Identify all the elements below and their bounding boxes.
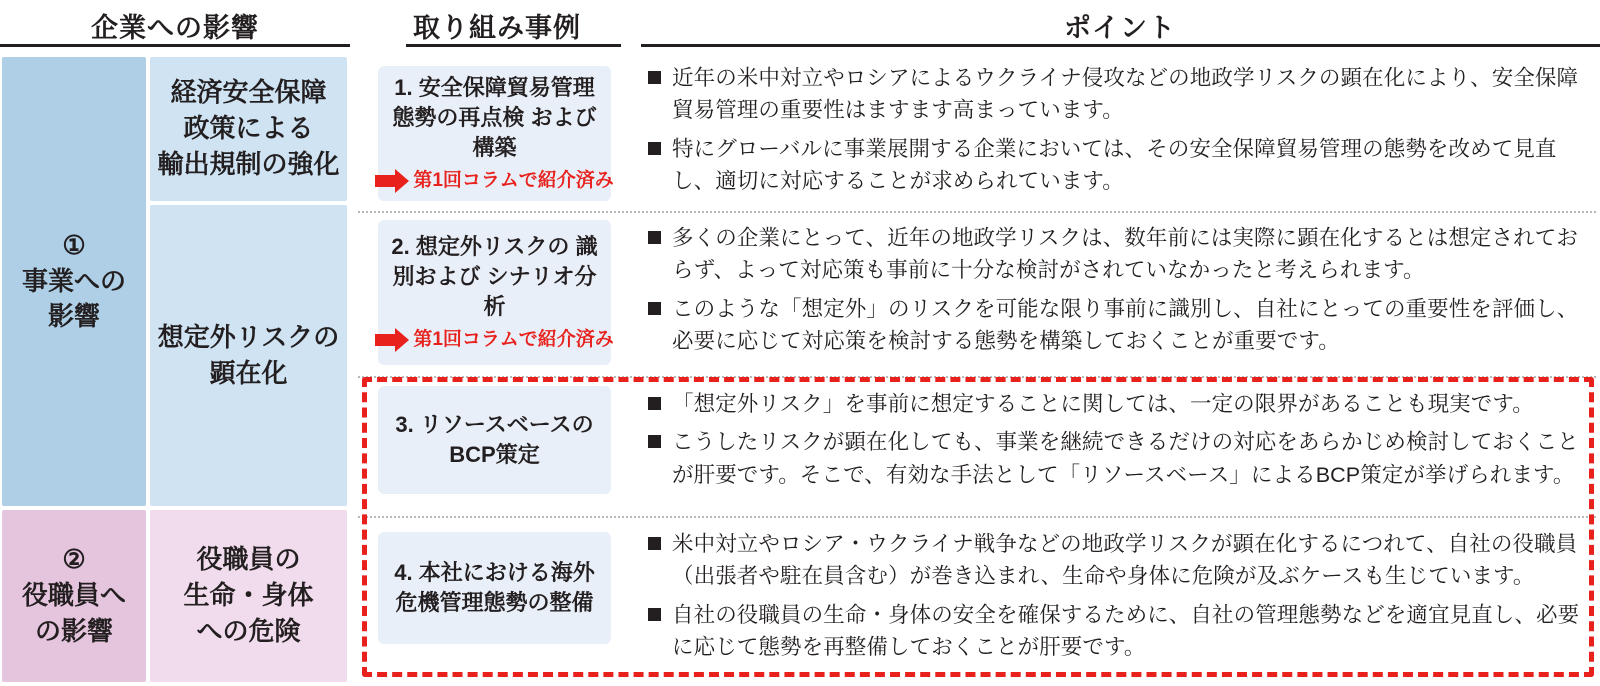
case-box-2 (378, 220, 614, 365)
case-1-line3: および構築 (472, 104, 597, 160)
header-point: ポイント (1064, 13, 1176, 43)
bullet-item (648, 426, 1596, 491)
bullet-item (648, 293, 1596, 358)
header-rule-impact (0, 44, 350, 47)
square-bullet-icon (648, 435, 661, 448)
bullet-text: 多くの企業にとって、近年の地政学リスクは、数年前には実際に顕在化するとは想定されておらず、よって対応策も事前に十分な検討がされていなかったと考えられます。 (672, 226, 1578, 283)
bullet-text: 自社の役職員の生命・身体の安全を確保するために、自社の管理態勢などを適宜見直し、必要に応じて態勢を再整備しておくことが肝要です。 (672, 602, 1580, 659)
bullet-item (648, 388, 1596, 420)
category-block-1 (2, 57, 146, 506)
square-bullet-icon (648, 231, 661, 244)
category-2-number: ② (62, 544, 86, 575)
category-2-line1: 役職員へ (21, 580, 126, 611)
case-2-line1: 2. 想定外リスクの (391, 234, 570, 260)
bullet-item (648, 599, 1596, 664)
square-bullet-icon (648, 71, 661, 84)
right-arrow-icon (375, 169, 409, 193)
case-box-1 (378, 66, 614, 201)
subcategory-3-line3: への危険 (196, 615, 301, 646)
case-4-line2: 危機管理態勢の整備 (395, 590, 594, 615)
case-box-4 (378, 532, 611, 644)
subcategory-1-line3: 輸出規制の強化 (157, 148, 340, 179)
subcategory-3-line2: 生命・身体 (183, 580, 314, 611)
category-1-line1: 事業への (21, 265, 126, 296)
case-2-line2: 識別および (392, 234, 598, 289)
row-divider-2 (358, 376, 1596, 378)
header-rule-point (641, 44, 1600, 47)
case-1-note-text: 第1回コラムで紹介済み (413, 170, 614, 192)
case-2-line3: シナリオ分析 (483, 263, 597, 319)
bullet-item (648, 222, 1596, 287)
subcategory-3-line1: 役職員の (196, 544, 301, 575)
bullet-text: こうしたリスクが顕在化しても、事業を継続できるだけの対応をあらかじめ検討しておくことが肝要です。そこで、有効な手法として「リソースベース」によるBCP策定が挙げられます。 (672, 430, 1579, 487)
subcategory-2-line1: 想定外リスクの (157, 321, 340, 352)
bullet-text: 「想定外リスク」を事前に想定することに関しては、一定の限界があることも現実です。 (672, 392, 1534, 416)
bullet-text: 特にグローバルに事業展開する企業においては、その安全保障貿易管理の態勢を改めて見直し、適切に対応することが求められています。 (672, 136, 1557, 193)
points-group-1 (648, 62, 1596, 203)
square-bullet-icon (648, 302, 661, 315)
row-divider-1 (358, 211, 1596, 213)
square-bullet-icon (648, 397, 661, 410)
bullet-item (648, 62, 1596, 127)
header-rule-case (406, 44, 621, 47)
points-group-4 (648, 528, 1596, 669)
case-3-line1: 3. リソースベースの (395, 412, 594, 438)
row-divider-3 (358, 516, 1596, 518)
category-2-line2: の影響 (34, 615, 113, 646)
case-2-note (375, 327, 613, 353)
case-2-note-text: 第1回コラムで紹介済み (413, 329, 614, 351)
case-4-line1: 4. 本社における海外 (394, 560, 595, 586)
points-group-2 (648, 222, 1596, 363)
bullet-text: このような「想定外」のリスクを可能な限り事前に識別し、自社にとっての重要性を評価し、必要に応じて対応策を検討する態勢を構築しておくことが重要です。 (672, 296, 1579, 353)
square-bullet-icon (648, 608, 661, 621)
case-box-3 (378, 386, 611, 494)
subcategory-1-line2: 政策による (183, 113, 314, 144)
category-1-line2: 影響 (47, 301, 100, 332)
bullet-item (648, 133, 1596, 198)
category-1-number: ① (62, 229, 86, 260)
case-1-line1: 1. 安全保障貿易管理 (394, 75, 595, 101)
subcategory-2-line2: 顕在化 (209, 357, 288, 388)
subcategory-block-3 (150, 510, 347, 682)
bullet-text: 近年の米中対立やロシアによるウクライナ侵攻などの地政学リスクの顕在化により、安全保障貿易管理の重要性はますます高まっています。 (672, 66, 1579, 123)
square-bullet-icon (648, 142, 661, 155)
case-1-line2: 態勢の再点検 (392, 104, 525, 130)
subcategory-1-line1: 経済安全保障 (170, 77, 327, 108)
category-block-2 (2, 510, 146, 682)
bullet-item (648, 528, 1596, 593)
right-arrow-icon (375, 328, 409, 352)
square-bullet-icon (648, 537, 661, 550)
points-group-3 (648, 388, 1596, 497)
header-case: 取り組み事例 (413, 13, 581, 43)
case-3-line2: BCP策定 (449, 442, 540, 467)
case-1-note (375, 168, 613, 194)
bullet-text: 米中対立やロシア・ウクライナ戦争などの地政学リスクが顕在化するにつれて、自社の役職員（出張者や駐在員含む）が巻き込まれ、生命や身体に危険が及ぶケースも生じています。 (672, 532, 1578, 589)
subcategory-block-2 (150, 205, 347, 506)
subcategory-block-1 (150, 57, 347, 201)
header-impact: 企業への影響 (91, 13, 259, 43)
